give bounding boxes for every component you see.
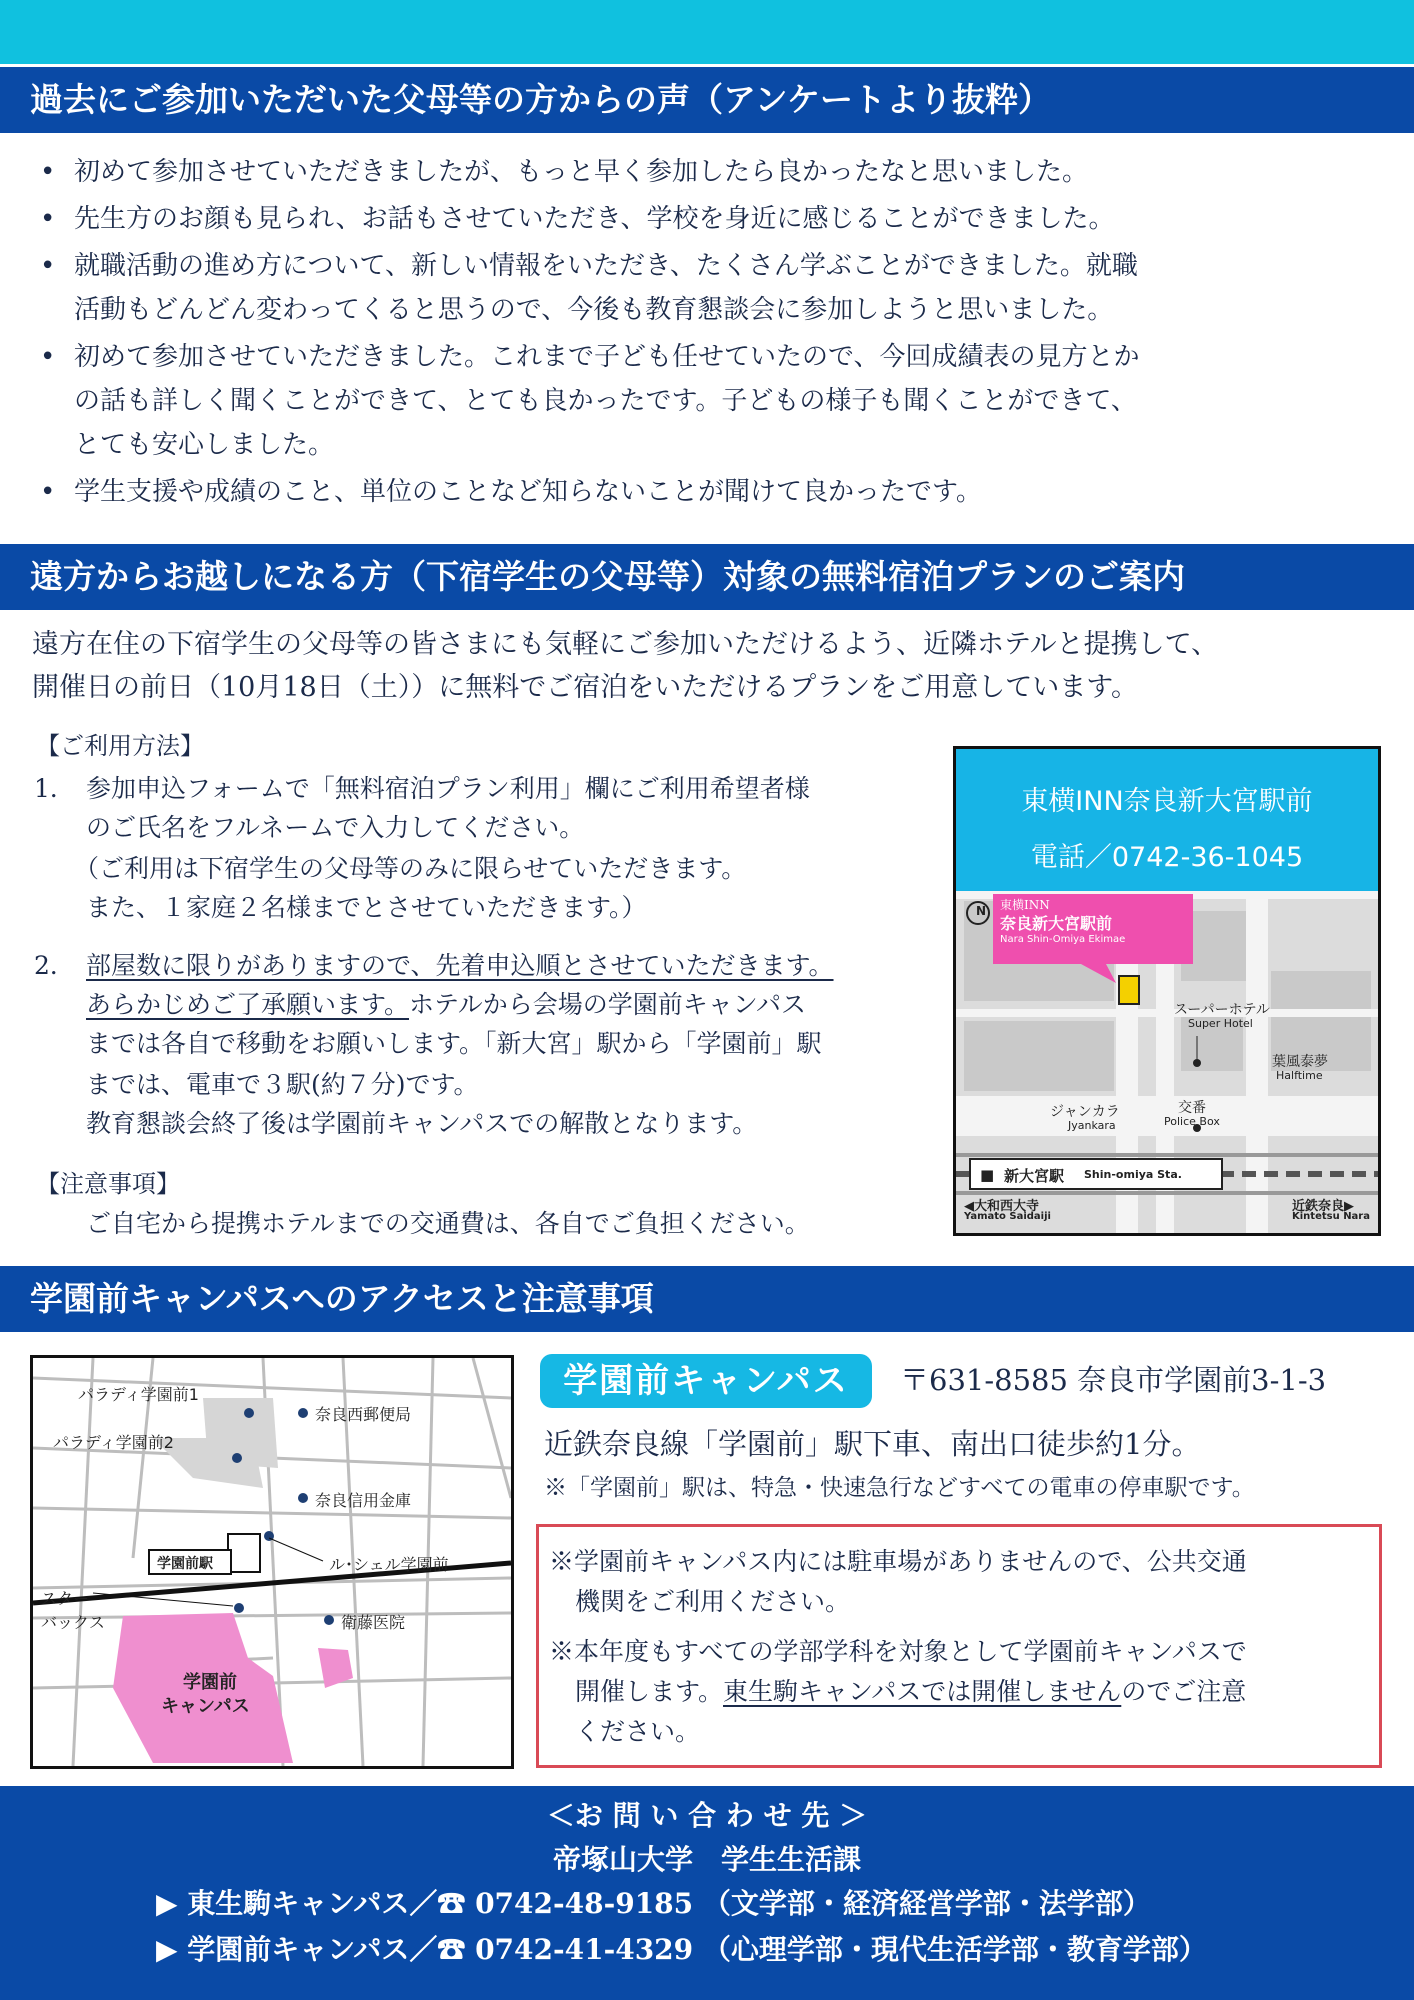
hotel-header — [956, 749, 1378, 891]
saidaiji-direction-en-label: Yamato Saidaiji — [964, 1211, 1051, 1222]
bullet-icon: • — [40, 251, 56, 281]
jyankara-label: ジャンカラ — [1050, 1104, 1120, 1120]
police-label: 交番 — [1178, 1100, 1206, 1116]
notes-heading: 【注意事項】 — [36, 1170, 180, 1198]
contact-title: ＜お 問 い 合 わ せ 先 ＞ — [546, 1799, 868, 1832]
kintetsu-nara-direction-en-label: Kintetsu Nara — [1292, 1211, 1370, 1222]
stay-intro — [32, 623, 1392, 709]
notice-text: ※学園前キャンパス内には駐車場がありませんので、公共交通 — [549, 1547, 1247, 1576]
stay-intro-line: 開催日の前日（10月18日（土））に無料でご宿泊をいただけるプランをご用意しています。 — [32, 672, 1139, 703]
voice-text: の話も詳しく聞くことができて、とても良かったです。子どもの様子も聞くことができて、 — [74, 386, 1137, 416]
step1-note: また、１家庭２名様までとさせていただきます。） — [86, 893, 647, 922]
super-hotel-label: スーパーホテル — [1174, 1002, 1270, 1018]
campus-name-badge: 学園前キャンパス — [540, 1354, 872, 1408]
step2-line — [86, 986, 806, 1024]
bullet-icon: • — [40, 477, 56, 507]
campus-access-map — [30, 1355, 514, 1769]
bullet-icon: • — [40, 342, 56, 372]
voice-text: 活動もどんどん変わってくると思うので、今後も教育懇談会に参加しようと思いました。 — [74, 295, 1114, 325]
hotel-map-box — [953, 746, 1381, 1236]
voice-item — [40, 470, 1380, 514]
voice-text: とても安心しました。 — [74, 430, 335, 460]
contact-gakuenmae: ▶ 学園前キャンパス／☎ 0742-41-4329 （心理学部・現代生活学部・教育学部） — [156, 1933, 1207, 1966]
starbucks-label: バックス — [41, 1613, 105, 1632]
top-band — [0, 0, 1414, 64]
step2-text: までは各自で移動をお願いします。「新大宮」駅から「学園前」駅 — [86, 1029, 822, 1058]
le-chel-label: ル･シェル学園前 — [329, 1555, 449, 1574]
voice-text: 初めて参加させていただきました。これまで子ども任せていたので、今回成績表の見方とか — [74, 342, 1140, 372]
paradi2-label: パラディ学園前2 — [53, 1433, 174, 1452]
police-en-label: Police Box — [1164, 1115, 1220, 1128]
step2-text: 教育懇談会終了後は学園前キャンパスでの解散となります。 — [86, 1109, 758, 1138]
notice-text: 開催します。 — [575, 1677, 724, 1706]
hotel-pin-name: 奈良新大宮駅前 — [1000, 914, 1113, 933]
campus-route: 近鉄奈良線「学園前」駅下車、南出口徒歩約1分。 — [544, 1427, 1201, 1461]
voice-text: 初めて参加させていただきましたが、もっと早く参加したら良かったなと思いました。 — [74, 157, 1089, 187]
step2-text: ホテルから会場の学園前キャンパス — [409, 990, 807, 1019]
step1-text: のご氏名をフルネームで入力してください。 — [86, 813, 585, 842]
voice-text: 学生支援や成績のこと、単位のことなど知らないことが聞けて良かったです。 — [74, 477, 982, 507]
voices-list — [40, 150, 1380, 517]
contact-higashi-ikoma: ▶ 東生駒キャンパス／☎ 0742-48-9185 （文学部・経済経営学部・法学部） — [156, 1887, 1151, 1920]
access-section-header: 学園前キャンパスへのアクセスと注意事項 — [0, 1266, 1414, 1332]
train-icon: ■ — [980, 1166, 995, 1184]
voice-item — [40, 197, 1380, 241]
station-label: 新大宮駅 — [1004, 1167, 1065, 1185]
kintetsu-nara-direction-label: 近鉄奈良▶ — [1292, 1199, 1354, 1214]
notice-text: ください。 — [575, 1717, 701, 1746]
station-en-label: Shin-omiya Sta. — [1084, 1168, 1182, 1181]
hotel-phone: 電話／0742-36-1045 — [1030, 842, 1304, 873]
hotel-marker — [1119, 976, 1139, 1004]
notice-text: ※本年度もすべての学部学科を対象として学園前キャンパスで — [549, 1637, 1247, 1666]
halftime-label: 葉風泰夢 — [1272, 1054, 1328, 1070]
step1-text: 参加申込フォームで「無料宿泊プラン利用」欄にご利用希望者様 — [86, 774, 810, 803]
step1-note: （ご利用は下宿学生の父母等のみに限らせていただきます。 — [74, 854, 747, 883]
step1-number: 1． — [34, 774, 75, 803]
step2-text: までは、電車で３駅(約７分)です。 — [86, 1070, 479, 1099]
voice-item — [40, 150, 1380, 194]
starbucks-label: スター — [41, 1589, 90, 1608]
notice-text: 機関をご利用ください。 — [575, 1587, 851, 1616]
clinic-label: 衛藤医院 — [341, 1613, 406, 1632]
super-hotel-en-label: Super Hotel — [1188, 1017, 1253, 1030]
voice-item — [40, 335, 1380, 467]
notice-text-line — [575, 1673, 1246, 1711]
voices-section-header: 過去にご参加いただいた父母等の方からの声（アンケートより抜粋） — [0, 67, 1414, 133]
saidaiji-direction-label: ◀大和西大寺 — [964, 1199, 1039, 1214]
usage-heading: 【ご利用方法】 — [36, 732, 204, 760]
stay-section-header: 遠方からお越しになる方（下宿学生の父母等）対象の無料宿泊プランのご案内 — [0, 544, 1414, 610]
station-label: 学園前駅 — [157, 1556, 213, 1572]
voice-item — [40, 244, 1380, 332]
contact-footer — [0, 1786, 1414, 2000]
hotel-pin-brand: 東横INN — [1000, 898, 1050, 912]
notice-text: のでご注意 — [1121, 1677, 1247, 1706]
voice-text: 就職活動の進め方について、新しい情報をいただき、たくさん学ぶことができました。就職 — [74, 251, 1138, 281]
voice-text: 先生方のお顔も見られ、お話もさせていただき、学校を身近に感じることができました。 — [74, 204, 1115, 234]
campus-notice-box — [536, 1524, 1382, 1768]
stay-intro-line: 遠方在住の下宿学生の父母等の皆さまにも気軽にご参加いただけるよう、近隣ホテルと提携して、 — [32, 629, 1219, 660]
bullet-icon: • — [40, 204, 56, 234]
campus-map-label: キャンパス — [161, 1696, 250, 1717]
step2-underlined-text: あらかじめご了承願います。 — [86, 990, 410, 1019]
post-office-label: 奈良西郵便局 — [315, 1405, 412, 1424]
notice-underlined-text: 東生駒キャンパスでは開催しません — [723, 1677, 1122, 1706]
jyankara-en-label: Jyankara — [1068, 1119, 1116, 1132]
campus-map-label: 学園前 — [183, 1672, 237, 1693]
campus-route-note: ※「学園前」駅は、特急・快速急行などすべての電車の停車駅です。 — [544, 1475, 1255, 1501]
north-label: N — [976, 904, 987, 918]
hotel-pin-roman: Nara Shin-Omiya Ekimae — [1000, 934, 1126, 945]
hotel-name: 東横INN奈良新大宮駅前 — [1021, 786, 1313, 817]
halftime-en-label: Halftime — [1276, 1069, 1323, 1082]
notes-text: ご自宅から提携ホテルまでの交通費は、各自でご負担ください。 — [86, 1209, 810, 1238]
contact-organization: 帝塚山大学 学生生活課 — [552, 1843, 861, 1876]
bullet-icon: • — [40, 157, 56, 187]
step2-number: 2． — [34, 951, 75, 980]
bank-label: 奈良信用金庫 — [315, 1491, 412, 1510]
step2-underlined-text: 部屋数に限りがありますので、先着申込順とさせていただきます。 — [86, 951, 834, 980]
campus-address: 〒631-8585 奈良市学園前3-1-3 — [900, 1363, 1327, 1397]
paradi1-label: パラディ学園前1 — [78, 1385, 199, 1404]
